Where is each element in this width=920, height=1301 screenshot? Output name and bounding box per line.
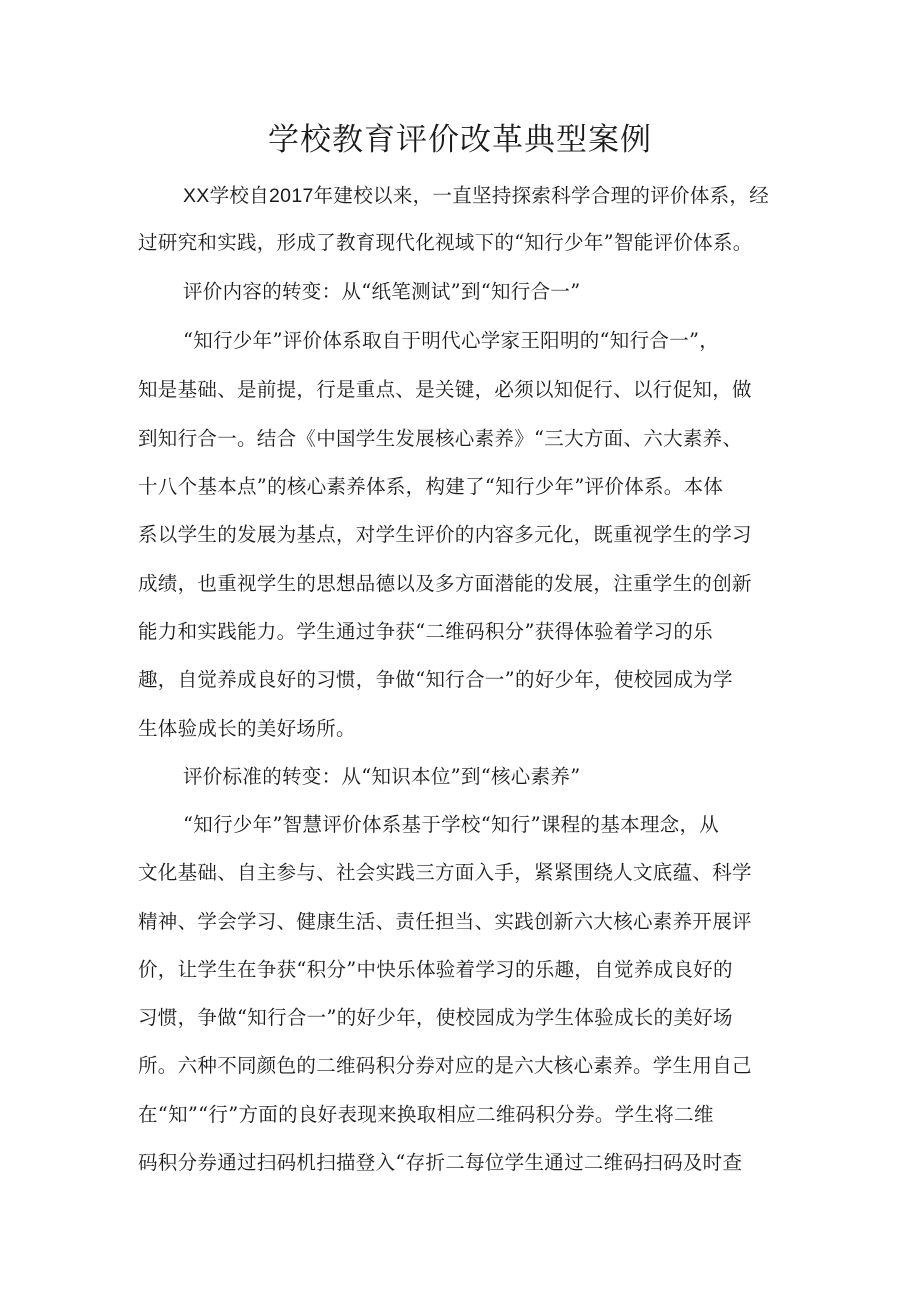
paragraph-3-line: 价，让学生在争获“积分”中快乐体验着学习的乐趣，自觉养成良好的 bbox=[138, 958, 733, 981]
school-name-placeholder: XX bbox=[183, 185, 210, 207]
paragraph-3-line: 在“知”“行”方面的良好表现来换取相应二维码积分券。学生将二维 bbox=[138, 1103, 714, 1126]
paragraph-3-line: 所。六种不同颜色的二维码积分券对应的是六大核心素养。学生用自己 bbox=[138, 1054, 752, 1077]
paragraph-3-line: 习惯，争做“知行合一”的好少年，使校园成为学生体验成长的美好场 bbox=[138, 1006, 733, 1029]
document-title: 学校教育评价改革典型案例 bbox=[268, 122, 652, 158]
paragraph-3-line: 精神、学会学习、健康生活、责任担当、实践创新六大核心素养开展评 bbox=[138, 910, 752, 933]
paragraph-2-line: 系以学生的发展为基点，对学生评价的内容多元化，既重视学生的学习 bbox=[138, 523, 752, 546]
paragraph-3-line: 码积分券通过扫码机扫描登入“存折二每位学生通过二维码扫码及时查 bbox=[138, 1151, 743, 1174]
paragraph-2-line: 知是基础、是前提，行是重点、是关键，必须以知促行、以行促知，做 bbox=[138, 378, 752, 401]
paragraph-3-line: 文化基础、自主参与、社会实践三方面入手，紧紧围绕人文底蕴、科学 bbox=[138, 861, 752, 884]
paragraph-3-line: “知行少年”智慧评价体系基于学校“知行”课程的基本理念，从 bbox=[183, 813, 720, 836]
text-segment: 年建校以来，一直坚持探索科学合理的评价体系，经 bbox=[313, 184, 770, 207]
paragraph-2-line: 成绩，也重视学生的思想品德以及多方面潜能的发展，注重学生的创新 bbox=[138, 572, 752, 595]
paragraph-1-line-2: 过研究和实践，形成了教育现代化视域下的“知行少年”智能评价体系。 bbox=[138, 231, 753, 254]
text-segment: 学校自 bbox=[209, 184, 270, 207]
founding-year: 2017 bbox=[269, 185, 314, 207]
paragraph-2-line: 生体验成长的美好场所。 bbox=[138, 717, 356, 740]
paragraph-2-line: 能力和实践能力。学生通过争获“二维码积分”获得体验着学习的乐 bbox=[138, 620, 713, 643]
paragraph-2-line: “知行少年”评价体系取自于明代心学家王阳明的“知行合一”， bbox=[183, 329, 720, 352]
paragraph-2-line: 趣，自觉养成良好的习惯，争做“知行合一”的好少年，使校园成为学 bbox=[138, 668, 733, 691]
section-heading-2: 评价标准的转变：从“知识本位”到“核心素养” bbox=[183, 765, 581, 788]
paragraph-2-line: 到知行合一。结合《中国学生发展核心素养》“三大方面、六大素养、 bbox=[138, 427, 743, 450]
paragraph-2-line: 十八个基本点”的核心素养体系，构建了“知行少年”评价体系。本体 bbox=[138, 475, 724, 498]
section-heading-1: 评价内容的转变：从“纸笔测试”到“知行合一” bbox=[183, 280, 581, 303]
paragraph-1-line-1 bbox=[183, 182, 769, 210]
